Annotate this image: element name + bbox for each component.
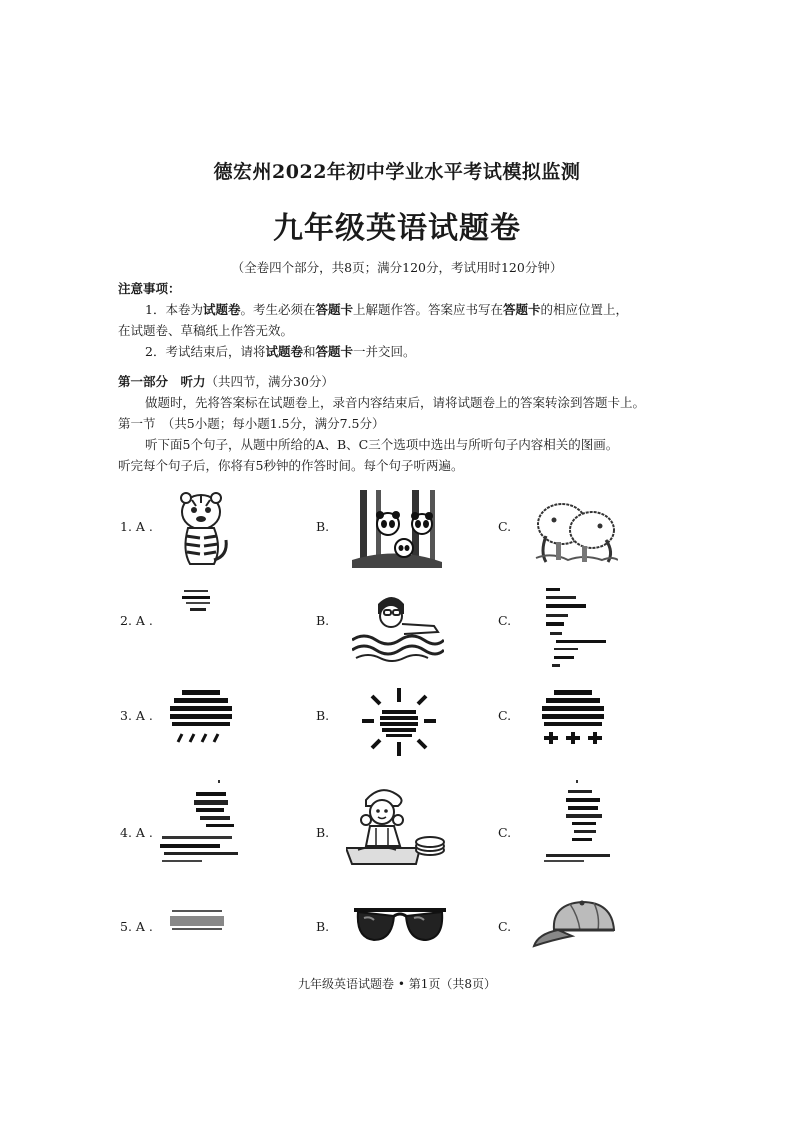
pandas-icon — [352, 490, 442, 568]
section1-instructions: 听下面5个句子，从题中所给的A、B、C三个选项中选出与所听句子内容相关的图画。 听完每个句子后，你将有5秒钟的作答时间。每个句子听两遍。 — [118, 437, 619, 473]
tiger-icon — [170, 490, 232, 568]
q4-option-c-label: C. — [498, 825, 512, 840]
exam-subtitle: （全卷四个部分，共8页；满分120分，考试用时120分钟） — [231, 260, 563, 275]
faded-picture-icon — [160, 780, 240, 864]
notice-heading: 注意事项： — [118, 281, 181, 296]
q1-option-b-label: B. — [316, 519, 330, 534]
rain-cloud-icon — [168, 688, 234, 750]
q2-option-b-label: B. — [316, 613, 330, 628]
sun-icon — [362, 686, 436, 758]
part1-instructions: 做题时，先将答案标在试题卷上，录音内容结束后，请将试题卷上的答案转涂到答题卡上。 — [145, 395, 646, 410]
q1-option-a-label: 1. A . — [120, 519, 153, 534]
q1-option-c-label: C. — [498, 519, 512, 534]
q3-option-c-label: C. — [498, 708, 512, 723]
q5-option-a-label: 5. A . — [120, 919, 153, 934]
q4-option-b-label: B. — [316, 825, 330, 840]
q2-option-a-label: 2. A . — [120, 613, 153, 628]
notice-item-2: 2．考试结束后，请将试题卷和答题卡一并交回。 — [145, 344, 416, 359]
q2-option-c-label: C. — [498, 613, 512, 628]
girl-washing-dishes-icon — [346, 784, 446, 866]
q3-option-a-label: 3. A . — [120, 708, 153, 723]
part1-heading: 第一部分 听力（共四节，满分30分） — [118, 374, 334, 389]
faded-picture-icon — [544, 780, 610, 864]
snow-cloud-icon — [540, 688, 606, 750]
faded-picture-icon — [542, 588, 612, 670]
swimmer-icon — [352, 592, 444, 662]
notice-item-1: 1．本卷为试题卷。考生必须在答题卡上解题作答。答案应书写在答题卡的相应位置上， 在试题卷、草稿纸上作答无效。 — [118, 302, 629, 338]
page-footer: 九年级英语试题卷 • 第1页（共8页） — [298, 977, 496, 991]
section1-heading: 第一节 （共5小题；每小题1.5分，满分7.5分） — [118, 416, 385, 431]
faded-picture-icon — [170, 910, 226, 932]
sunglasses-icon — [352, 904, 448, 946]
exam-title-line2: 九年级英语试题卷 — [273, 211, 521, 246]
exam-title-line1: 德宏州2022年初中学业水平考试模拟监测 — [213, 161, 581, 183]
q3-option-b-label: B. — [316, 708, 330, 723]
q5-option-c-label: C. — [498, 919, 512, 934]
elephants-icon — [532, 490, 618, 568]
faded-picture-icon — [182, 588, 214, 616]
q4-option-a-label: 4. A . — [120, 825, 153, 840]
q5-option-b-label: B. — [316, 919, 330, 934]
cap-icon — [532, 900, 616, 950]
